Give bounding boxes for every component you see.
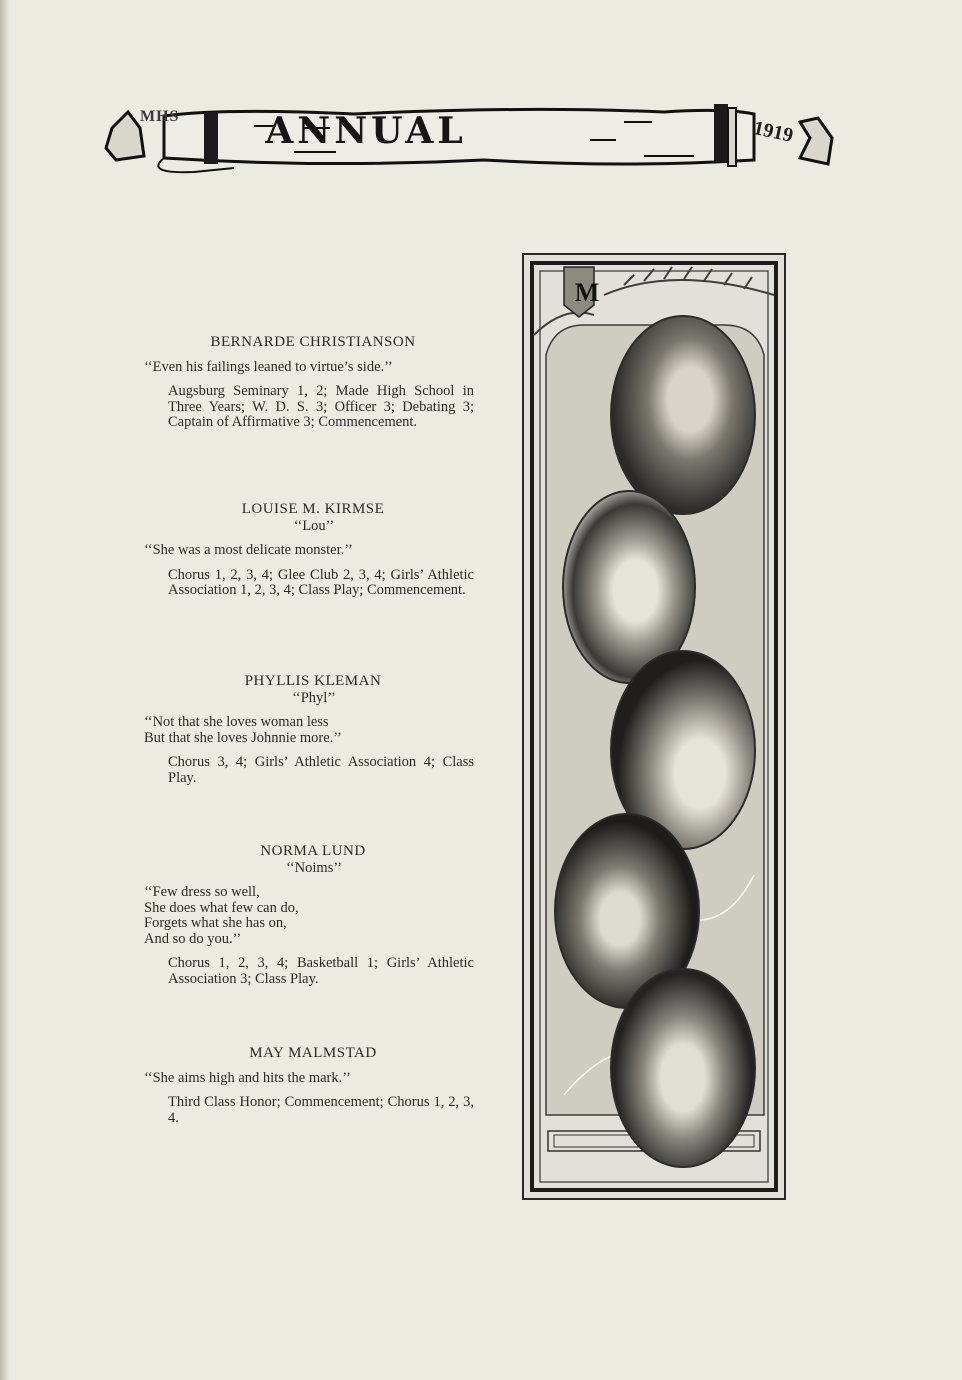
student-nickname: ‘‘Noims’’	[286, 859, 342, 876]
student-quote: ‘‘Not that she loves woman less But that she loves Johnnie more.’’	[144, 714, 342, 746]
student-name: BERNARDE CHRISTIANSON	[210, 334, 416, 350]
entry-louise-kirmse	[142, 502, 474, 599]
student-record: Chorus 1, 2, 3, 4; Basketball 1; Girls’ Athletic Association 3; Class Play.	[168, 955, 474, 987]
entry-bernarde-christianson	[142, 335, 474, 431]
student-name: NORMA LUND	[260, 843, 366, 859]
student-quote: ‘‘Few dress so well, She does what few can do, Forgets what she has on, And so do you.’’	[144, 884, 299, 947]
student-quote: ‘‘Even his failings leaned to virtue’s side.’’	[144, 358, 393, 375]
student-record: Chorus 1, 2, 3, 4; Glee Club 2, 3, 4; Girls’ Athletic Association 1, 2, 3, 4; Class Play; Commencement.	[168, 566, 474, 598]
page-binding-edge	[0, 0, 10, 1380]
entry-may-malmstad	[142, 1046, 474, 1126]
student-quote: ‘‘She was a most delicate monster.’’	[144, 542, 353, 558]
banner-monogram: MHS	[140, 108, 180, 125]
banner-title: ANNUAL	[265, 110, 467, 152]
student-name: MAY MALMSTAD	[249, 1045, 377, 1061]
entry-norma-lund	[142, 844, 474, 987]
panel-crest-letter: M	[574, 278, 600, 307]
student-nickname: ‘‘Lou’’	[293, 517, 335, 534]
student-record: Augsburg Seminary 1, 2; Made High School in Three Years; W. D. S. 3; Officer 3; Debating 3; Captain of Affirmative 3; Commencement.	[168, 383, 474, 430]
student-nickname: ‘‘Phyl’’	[292, 689, 336, 706]
portrait-photo-1	[610, 315, 756, 515]
student-quote: ‘‘She aims high and hits the mark.’’	[144, 1069, 351, 1086]
student-record: Chorus 3, 4; Girls’ Athletic Association 4; Class Play.	[168, 754, 474, 786]
entry-phyllis-kleman	[142, 674, 474, 786]
student-name: LOUISE M. KIRMSE	[241, 501, 385, 517]
portrait-panel	[522, 253, 786, 1200]
portrait-photo-5	[610, 968, 756, 1168]
banner-year: 1919	[751, 117, 796, 147]
student-name: PHYLLIS KLEMAN	[244, 673, 382, 689]
student-record: Third Class Honor; Commencement; Chorus 1, 2, 3, 4.	[168, 1094, 474, 1126]
